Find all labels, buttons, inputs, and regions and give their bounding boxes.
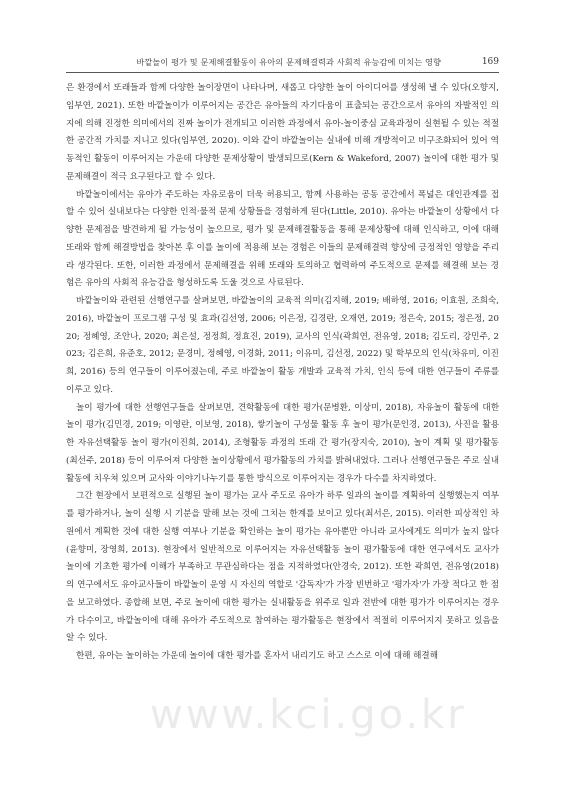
kci-watermark: www.kci.go.kr — [150, 692, 467, 738]
page-number: 169 — [481, 57, 499, 67]
body-text — [66, 80, 499, 666]
running-header — [66, 54, 499, 70]
paragraph: 한편, 유아는 놀이하는 가운데 놀이에 대한 평가를 혼자서 내리기도 하고 스스로 이에 대해 해결해 — [76, 651, 439, 661]
paragraph: 은 환경에서 또래들과 함께 다양한 놀이장면이 나타나며, 새롭고 다양한 놀이 아이디어를 생성해 낼 수 있다(오향지, 임부연, 2021). 또한 바깥놀이가 이루어지는 공간은 유아들의 자기다움이 표출되는 공간으로서 유아의 자발적인 의지에 의해 진정한 의미에서의 진짜 놀이가 전개되고 이러한 과정에서 유아-놀이중심 교육과정이 실현될 수 있는 적절한 공간적 가치를 지니고 있다(임부연, 2020). 이와 같이 바깥놀이는 실내에 비해 개방적이고 비구조화되어 있어 역동적인 활동이 이루어지는 가운데 다양한 문제상황이 발생되므로(Kern & Wakeford, 2007) 놀이에 대한 평가 및 문제해결이 적극 요구된다고 할 수 있다. — [66, 83, 499, 182]
paragraph: 바깥놀이와 관련된 선행연구를 살펴보면, 바깥놀이의 교육적 의미(김지해, 2019; 배하영, 2016; 이효원, 조희숙, 2016), 바깥놀이 프로그램 구성 및 효과(김선영, 2006; 이은정, 김경란, 오재연, 2019; 정은숙, 2015; 정은정, 2020; 정혜영, 조안나, 2020; 최은설, 정정희, 정효진, 2019), 교사의 인식(곽희연, 전유영, 2018; 김도리, 강민주, 2023; 김은희, 유준호, 2012; 문경미, 정혜영, 이경화, 2011; 이유미, 김선정, 2022) 및 학부모의 인식(차유미, 이진희, 2016) 등의 연구들이 이루어졌는데, 주로 바깥놀이 활동 개발과 교육적 가치, 인식 등에 대한 연구들이 주류를 이루고 있다. — [66, 296, 499, 395]
header-rule — [66, 72, 499, 73]
paragraph: 놀이 평가에 대한 선행연구들을 살펴보면, 견학활동에 대한 평가(문병환, 이상미, 2018), 자유놀이 활동에 대한 놀이 평가(김민경, 2019; 이영란, 이보영, 2018), 쌓기놀이 구성물 활동 후 놀이 평가(문인경, 2013), 사진을 활용한 자유선택활동 놀이 평가(이진희, 2014), 조형활동 과정의 또래 간 평가(장지숙, 2010), 놀이 계획 및 평가활동(최선주, 2018) 등이 이루어져 다양한 놀이상황에서 평가활동의 가치를 밝혀내었다. 그러나 선행연구들은 주로 실내 활동에 치우쳐 있으며 교사와 이야기나누기를 통한 방식으로 이루어지는 경우가 다수를 차지하였다. — [66, 402, 499, 484]
paragraph: 바깥놀이에서는 유아가 주도하는 자유로움이 더욱 허용되고, 함께 사용하는 공동 공간에서 폭넓은 대인관계를 접할 수 있어 실내보다는 다양한 인적·물적 문제 상황들을 경험하게 된다(Little, 2010). 유아는 바깥놀이 상황에서 다양한 문제점을 발견하게 될 가능성이 높으므로, 평가 및 문제해결활동을 통해 문제상황에 대해 인식하고, 이에 대해 또래와 함께 해결방법을 찾아본 후 이를 놀이에 적용해 보는 경험은 이들의 문제해결력 향상에 긍정적인 영향을 주리라 생각된다. 또한, 이러한 과정에서 문제해결을 위해 또래와 토의하고 협력하여 주도적으로 문제를 해결해 보는 경험은 유아의 사회적 유능감을 형성하도록 도울 것으로 사료된다. — [66, 189, 499, 289]
running-title: 바깥놀이 평가 및 문제해결활동이 유아의 문제해결력과 사회적 유능감에 미치는 영향 — [136, 57, 441, 67]
paragraph: 그간 현장에서 보편적으로 실행된 놀이 평가는 교사 주도로 유아가 하루 일과의 놀이를 계획하여 실행했는지 여부를 평가하거나, 놀이 실행 시 기분을 말해 보는 것에 그치는 한계를 보이고 있다(최서은, 2015). 이러한 피상적인 차원에서 계획한 것에 대한 실행 여부나 기분을 확인하는 놀이 평가는 유아뿐만 아니라 교사에게도 의미가 높지 않다(윤향미, 장영희, 2013). 현장에서 일반적으로 이루어지는 자유선택활동 놀이 평가활동에 대한 연구에서도 교사가 놀이에 기초한 평가에 이해가 부족하고 무관심하다는 점을 지적하였다(안경숙, 2012). 또한 곽희연, 전유영(2018)의 연구에서도 유아교사들이 바깥놀이 운영 시 자신의 역할로 '감독자'가 가장 빈번하고 '평가자'가 가장 적다고 한 점을 보고하였다. 종합해 보면, 주로 놀이에 대한 평가는 실내활동을 위주로 일과 전반에 대한 평가가 이루어지는 경우가 다수이고, 바깥놀이에 대해 유아가 주도적으로 참여하는 평가활동은 현장에서 적절히 이루어지지 못하고 있음을 알 수 있다. — [66, 491, 499, 644]
